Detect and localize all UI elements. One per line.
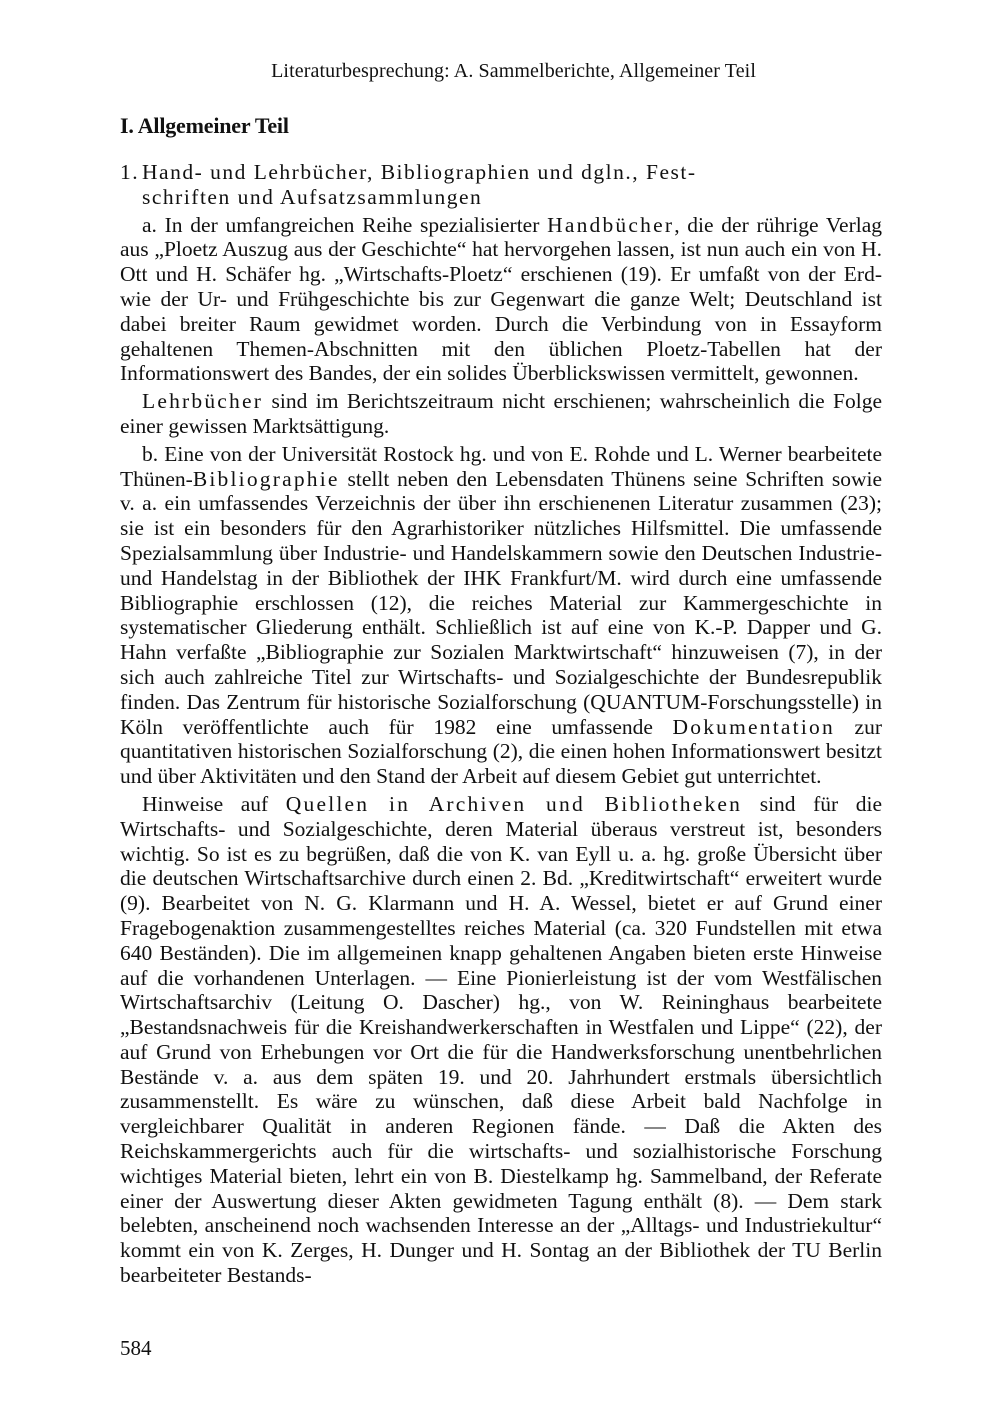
spaced-term-lehrbuecher: Lehrbücher (142, 389, 264, 414)
page-number: 584 (120, 1336, 152, 1360)
text-run: Hinweise auf (142, 791, 286, 816)
paragraph-lehrbuecher (120, 389, 882, 439)
paragraph-handbuecher (120, 213, 882, 387)
section-title: I. Allgemeiner Teil (120, 113, 289, 138)
text-run: b. Eine von der Universität Rostock hg. und von E. Rohde und L. Werner bearbeitete Thünen- (120, 441, 882, 491)
spaced-term-handbuecher: Handbücher (547, 212, 675, 237)
subsection-heading-line-2: schriften und Aufsatzsammlungen (142, 184, 483, 209)
text-run: zur quantitativen historischen Sozialforschung (2), die einen hohen Informationswert besitzt und über Aktivitäten und den Stand der Arbeit auf diesem Gebiet gut unterrichtet. (120, 714, 882, 789)
spaced-term-dokumentation: Dokumentation (672, 714, 835, 739)
spaced-term-quellen: Quellen in Archiven und Bibliotheken (285, 791, 743, 816)
subsection-heading-line-1: Hand- und Lehrbücher, Bibliographien und dgln., Fest- (142, 160, 697, 184)
spaced-term-bibliographie: Bibliographie (192, 466, 340, 491)
subsection-number: 1. (120, 160, 140, 184)
text-run: sind im Berichtszeitraum nicht erschienen; wahrscheinlich die Folge einer gewissen Marktsättigung. (120, 389, 882, 438)
subsection-heading (120, 160, 882, 210)
text-run: sind für die Wirtschafts- und Sozialgeschichte, deren Material überaus verstreut ist, besonders wichtig. So ist es zu begrüßen, daß die von K. van Eyll u. a. hg. große Übersicht über die deutschen Wirtschaftsarchive durch einen 2. Bd. „Kreditwirtschaft“ erweitert wurde (9). Bearbeitet von N. G. Klarmann und H. A. Wessel, bietet er auf Grund einer Fragebogenaktion zusammengestelltes reiches Material (ca. 320 Fundstellen mit etwa 640 Beständen). Die im allgemeinen knapp gehaltenen Angaben bieten erste Hinweise auf die vorhandenen Unterlagen. — Eine Pionierleistung ist der vom Westfälischen Wirtschaftsarchiv (Leitung O. Dascher) hg., von W. Reininghaus bearbeitete „Bestandsnachweis für die Kreishandwerkerschaften in Westfalen und Lippe“ (22), der auf Grund von Erhebungen vor Ort die für die Handwerksforschung unentbehrlichen Bestände v. a. aus dem späten 19. und 20. Jahrhundert erstmals übersichtlich zusammenstellt. Es wäre zu wünschen, daß diese Arbeit bald Nachfolge in vergleichbarer Qualität in anderen Regionen fände. — Daß die Akten des Reichskammergerichts auch für die wirtschafts- und sozialhistorische Forschung wichtiges Material bieten, lehrt ein von B. Diestelkamp hg. Sammelband, der Referate einer der Auswertung dieser Akten gewidmeten Tagung enthält (8). — Dem stark belebten, anscheinend noch wachsenden Interesse an der „Alltags- und Industriekultur“ kommt ein von K. Zerges, H. Dunger und H. Sontag an der Bibliothek der TU Berlin bearbeiteter Bestands- (120, 791, 882, 1288)
body-text (120, 160, 882, 1291)
text-run: a. In der umfangreichen Reihe spezialisierter (142, 212, 548, 237)
text-run: , die der rührige Verlag aus „Ploetz Auszug aus der Geschichte“ hat hervorgehen lassen, ist nun auch ein von H. Ott und H. Schäfer hg. „Wirtschafts-Ploetz“ erschienen (19). Er umfaßt von der Erd- wie der Ur- und Frühgeschichte bis zur Gegenwart die ganze Welt; Deutschland ist dabei breiter Raum gewidmet worden. Durch die Verbindung von in Essayform gehaltenen Themen-Abschnitten mit den üblichen Ploetz-Tabellen hat der Informationswert des Bandes, der ein solides Überblickswissen vermittelt, gewonnen. (120, 212, 882, 386)
paragraph-quellen (120, 792, 882, 1288)
running-head: Literaturbesprechung: A. Sammelberichte, Allgemeiner Teil (271, 60, 756, 82)
text-run: stellt neben den Lebensdaten Thünens seine Schriften sowie v. a. ein umfassendes Verzeichnis der über ihn erschienenen Literatur zusammen (23); sie ist ein besonders für den Agrarhistoriker nützliches Hilfsmittel. Die umfassende Spezialsammlung über Industrie- und Handelskammern sowie den Deutschen Industrie- und Handelstag in der Bibliothek der IHK Frankfurt/M. wird durch eine umfassende Bibliographie erschlossen (12), die reiches Material zur Kammergeschichte in systematischer Gliederung enthält. Schließlich ist auf eine von K.-P. Dapper und G. Hahn verfaßte „Bibliographie zur Sozialen Marktwirtschaft“ hinzuweisen (7), in der sich auch zahlreiche Titel zur Wirtschafts- und Sozialgeschichte der Bundesrepublik finden. Das Zentrum für historische Sozialforschung (QUANTUM-Forschungsstelle) in Köln veröffentlichte auch für 1982 eine umfassende (120, 466, 882, 739)
paragraph-bibliographien (120, 442, 882, 789)
